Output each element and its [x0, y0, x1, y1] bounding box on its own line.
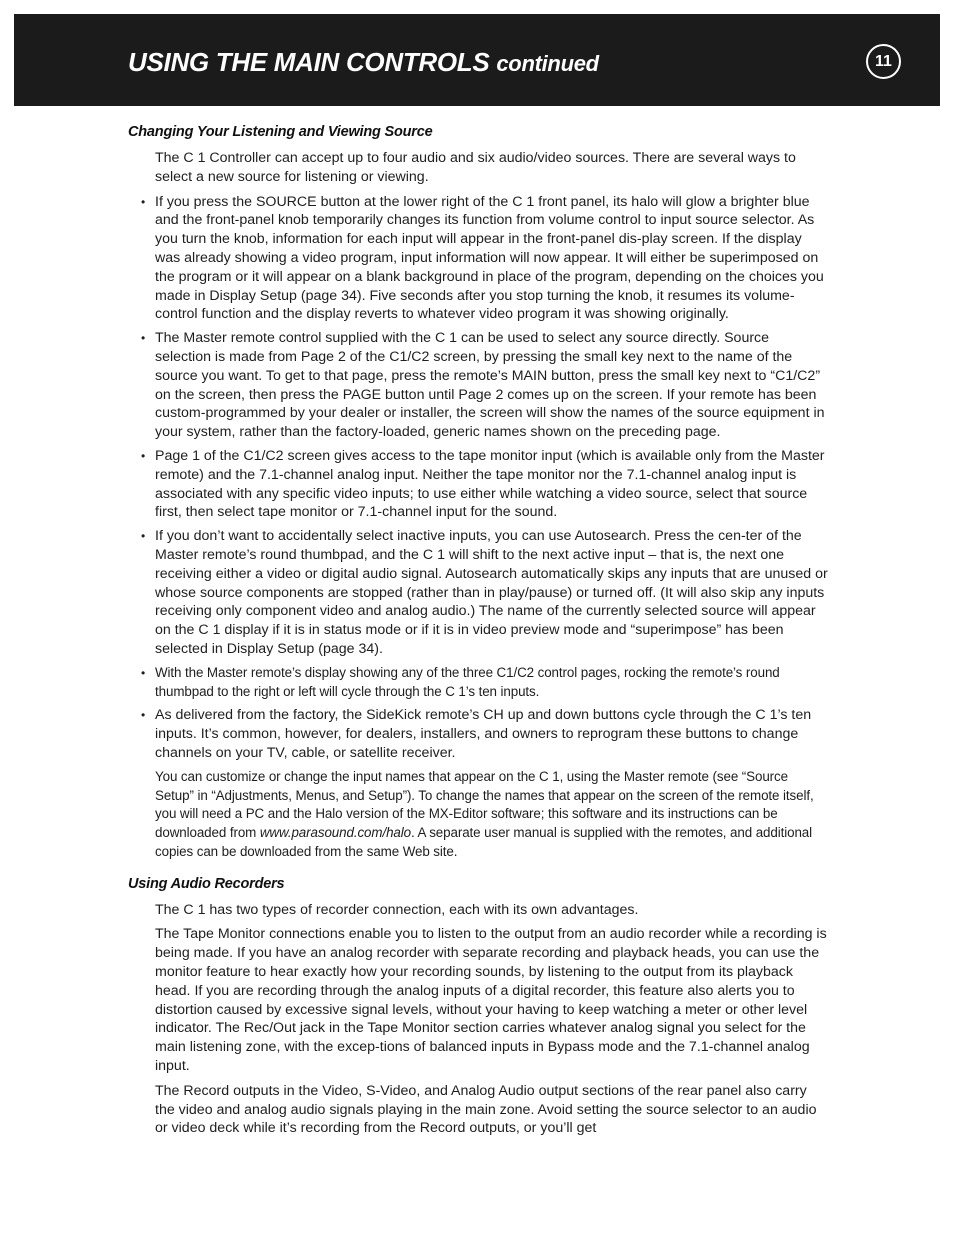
page-content — [128, 124, 828, 1144]
page-header — [14, 14, 940, 106]
bullet-item-thumbpad: • With the Master remote’s display showing any of the three C1/C2 control pages, rocking the remote’s round thumbpad to the right or left will cycle through the C 1’s ten inputs. — [155, 664, 828, 702]
page-title — [128, 47, 599, 78]
section-heading-listening-source: Changing Your Listening and Viewing Source — [128, 124, 433, 140]
page-title-suffix: continued — [496, 51, 599, 76]
tape-monitor-paragraph: The Tape Monitor connections enable you to listen to the output from an audio recorder while a recording is being made. If you have an analog recorder with separate recording and playback heads, you can use the monitor feature to hear exactly how your recording sounds, by listening to the output from its playback head. If you are recording through the analog inputs of a digital recorder, this feature also alerts you to distortion caused by excessive signal levels, without your having to keep watching a meter or other level indicator. The Rec/Out jack in the Tape Monitor section carries whatever analog signal you select for the main listening zone, with the excep-tions of balanced inputs in Bypass mode and the 7.1-channel analog input. — [155, 926, 827, 1075]
bullet-item-autosearch: • If you don’t want to accidentally select inactive inputs, you can use Autosearch. Press the cen-ter of the Master remote’s round thumbpad, and the C 1 will shift to the next active input – that is, the next one receiving either a video or digital audio signal. Autosearch automatically skips any inputs that are unused or whose source components are stopped (rather than in play/pause) or turned off. (It will also skip any inputs receiving only component video and analog audio.) The name of the currently selected source will appear on the C 1 display if it is in status mode or if it is in video preview mode and “superimpose” has been selected in Display Setup (page 34). — [155, 527, 828, 659]
note-text-after-url: . A separate user manual is supplied with the remotes, and additional copies can be downloaded from the same Web site. — [155, 825, 813, 859]
page-number-badge: 11 — [866, 44, 901, 79]
recorder-intro-paragraph: The C 1 has two types of recorder connection, each with its own advantages. — [155, 901, 639, 918]
source-selection-bullet-list — [128, 193, 828, 763]
section-intro-paragraph: The C 1 Controller can accept up to four audio and six audio/video sources. There are several ways to select a new source for listening or viewing. — [155, 150, 796, 185]
bullet-item-master-remote: • The Master remote control supplied with the C 1 can be used to select any source directly. Source selection is made from Page 2 of the C1/C2 screen, by pressing the small key next to the name of the source you want. To get to that page, press the remote’s MAIN button, press the small key next to “C1/C2” on the screen, then press the PAGE button until Page 2 comes up on the screen. If your remote has been custom-programmed by your dealer or installer, the screen will show the names of the source equipment in your system, rather than the factory-loaded, generic names shown on the preceding page. — [155, 329, 828, 442]
bullet-item-source-button: • If you press the SOURCE button at the lower right of the C 1 front panel, its halo will glow a brighter blue and the front-panel knob temporarily changes its function from volume control to input source selector. As you turn the knob, information for each input will appear in the front-panel dis-play screen. If the display was already showing a video program, input information will now appear. It will either be superimposed on the program or it will appear on a blank background in place of the program, depending on the choices you made in Display Setup (page 34). Five seconds after you stop turning the knob, it resumes its volume-control function and the display reverts to whatever video program it was showing originally. — [155, 193, 828, 325]
section-heading-audio-recorders: Using Audio Recorders — [128, 875, 285, 892]
input-names-note-paragraph — [155, 768, 828, 862]
bullet-item-sidekick: • As delivered from the factory, the SideKick remote’s CH up and down buttons cycle through the C 1’s ten inputs. It’s common, however, for dealers, installers, and owners to reprogram these buttons to change channels on your TV, cable, or satellite receiver. — [155, 706, 828, 762]
bullet-item-page-one: • Page 1 of the C1/C2 screen gives access to the tape monitor input (which is available only from the Master remote) and the 7.1-channel analog input. Neither the tape monitor nor the 7.1-channel analog input is associated with any specific video inputs; to use either while watching a video source, select that source first, then select tape monitor or 7.1-channel input for the sound. — [155, 447, 828, 522]
parasound-halo-link[interactable]: www.parasound.com/halo — [259, 825, 411, 841]
note-text-before-url: You can customize or change the input names that appear on the C 1, using the Master remote (see “Source Setup” in “Adjustments, Menus, and Setup”). To change the names that appear on the screen of the remote itself, you will need a PC and the Halo version of the MX-Editor software; this software and its instructions can be downloaded from — [155, 768, 814, 841]
page-title-main: USING THE MAIN CONTROLS — [128, 47, 490, 77]
record-outputs-paragraph: The Record outputs in the Video, S-Video, and Analog Audio output sections of the rear panel also carry the video and analog audio signals playing in the main zone. Avoid setting the source selector to an audio or video deck while it’s recording from the Record outputs, or you’ll get — [155, 1082, 817, 1137]
